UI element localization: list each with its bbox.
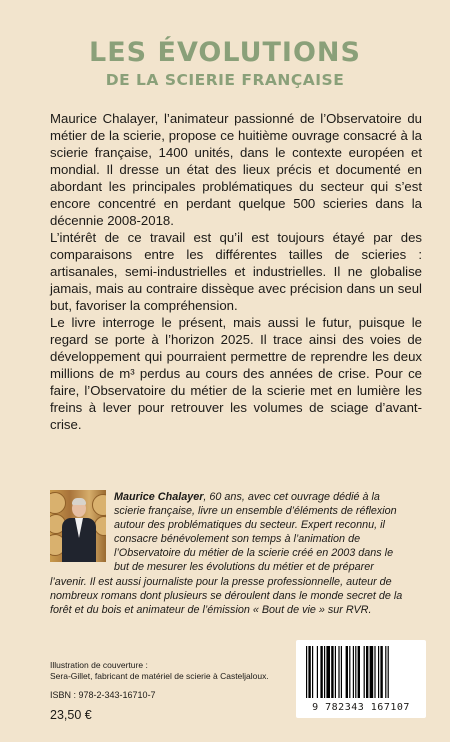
barcode xyxy=(296,640,426,718)
cover-credit xyxy=(50,660,270,682)
author-name: Maurice Chalayer xyxy=(114,491,204,503)
summary-text xyxy=(50,110,422,433)
price: 23,50 € xyxy=(50,708,92,722)
book-title: LES ÉVOLUTIONS xyxy=(89,37,361,68)
barcode-bars xyxy=(302,646,420,702)
credit-line: Illustration de couverture : xyxy=(50,660,148,670)
barcode-digits: 9 782343 167107 xyxy=(312,702,410,713)
summary-paragraph: Maurice Chalayer, l’animateur passionné de l’Observatoire du métier de la scierie, propose ce huitième ouvrage consacré à la scierie française, 1400 unités, dans le contexte européen et mondial. Il dresse un état des lieux précis et documenté en abordant les principales problématiques du secteur qui s’est encore concentré en perdant quelque 500 scieries dans la décennie 2008-2018. xyxy=(50,111,422,228)
book-subtitle: DE LA SCIERIE FRANÇAISE xyxy=(105,71,345,89)
summary-paragraph: Le livre interroge le présent, mais aussi le futur, puisque le regard se porte à l’horizon 2025. Il trace ainsi des voies de développement qui pourraient permettre de reprendre les deux millions de m³ perdus au cours des années de crise. Pour ce faire, l’Observatoire du métier de la scierie met en lumière les freins à lever pour retrouver les volumes de sciage d’avant-crise. xyxy=(50,315,422,432)
isbn: ISBN : 978-2-343-16710-7 xyxy=(50,690,156,700)
summary-paragraph: L’intérêt de ce travail est qu’il est toujours étayé par des comparaisons entre les différentes tailles de scieries : artisanales, semi-industrielles et industrielles. Il ne globalise jamais, mais au contraire dissèque avec précision dans un seul but, favoriser la compréhension. xyxy=(50,230,422,313)
author-bio xyxy=(50,490,408,617)
credit-line: Sera-Gillet, fabricant de matériel de scierie à Casteljaloux. xyxy=(50,671,269,681)
author-bio-text: , 60 ans, avec cet ouvrage dédié à la scierie française, livre un ensemble d’éléments de réflexion autour des problématiques du secteur. Expert reconnu, il consacre bénévolement son temps à l’animation de l’Observatoire du métier de la scierie créé en 2003 dans le but de mesurer les évolutions du métier et de préparer l’avenir. Il est aussi journaliste pour la presse professionnelle, auteur de nombreux romans dont plusieurs se déroulent dans le monde secret de la forêt et du bois et animateur de l’émission « Bout de vie » sur RVR. xyxy=(50,491,403,616)
